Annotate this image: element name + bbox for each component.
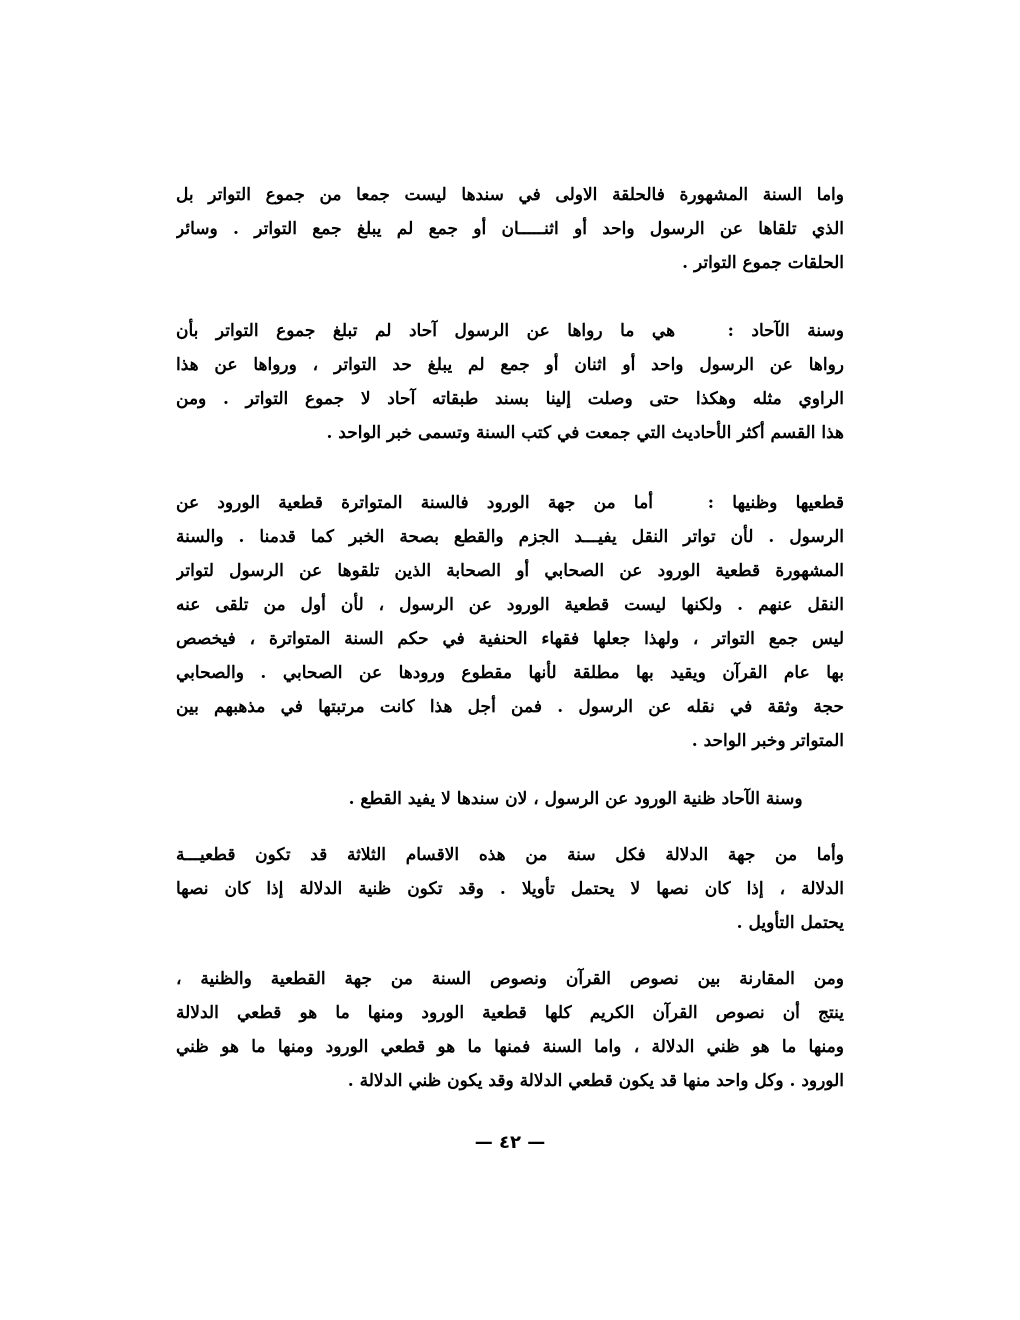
text-line: النقل عنهم . ولكنها ليست قطعية الورود عن الرسول ، لأن أول من تلقى عنه	[176, 595, 844, 615]
text-run: وسنة الآحاد ظنية الورود عن الرسول ، لان سندها لا يفيد القطع .	[348, 789, 803, 809]
text-line: الدلالة ، إذا كان نصها لا يحتمل تأويلا . وقد تكون ظنية الدلالة إذا كان نصها	[176, 879, 844, 899]
text-line: حجة وثقة في نقله عن الرسول . فمن أجل هذا كانت مرتبتها في مذهبهم بين	[176, 697, 844, 717]
text-line: هذا القسم أكثر الأحاديث التي جمعت في كتب السنة وتسمى خبر الواحد .	[326, 423, 844, 443]
text-line: المشهورة قطعية الورود عن الصحابي أو الصحابة الذين تلقوها عن الرسول لتواتر	[176, 561, 844, 581]
text-line: يحتمل التأويل .	[736, 913, 844, 933]
text-line: ومن المقارنة بين نصوص القرآن ونصوص السنة من جهة القطعية والظنية ،	[176, 969, 844, 989]
text-line	[176, 782, 844, 816]
text-line: ومنها ما هو ظني الدلالة ، واما السنة فمنها ما هو قطعي الورود ومنها ما هو ظني	[176, 1037, 844, 1057]
paragraph-qatiyha	[176, 486, 844, 758]
text-line: وأما من جهة الدلالة فكل سنة من هذه الاقسام الثلاثة قد تكون قطعيـــة	[176, 845, 844, 865]
text-line	[176, 314, 844, 348]
text-line: بها عام القرآن ويقيد بها مطلقة لأنها مقطوع ورودها عن الصحابي . والصحابي	[176, 663, 844, 683]
text-line: ليس جمع التواتر ، ولهذا جعلها فقهاء الحنفية في حكم السنة المتواترة ، فيخصص	[176, 629, 844, 649]
text-line: الذي تلقاها عن الرسول واحد أو اثنـــــان أو جمع لم يبلغ جمع التواتر . وسائر	[176, 219, 844, 239]
section-heading: وسنة الآحاد :	[727, 321, 844, 341]
section-heading: قطعيها وظنيها :	[707, 493, 844, 513]
paragraph-ahad-zanni	[176, 782, 844, 816]
text-line: رواها عن الرسول واحد أو اثنان أو جمع لم يبلغ حد التواتر ، ورواها عن هذا	[176, 355, 844, 375]
text-line: الورود . وكل واحد منها قد يكون قطعي الدلالة وقد يكون ظني الدلالة .	[347, 1071, 844, 1091]
paragraph-ahad	[176, 314, 844, 450]
text-line: المتواتر وخبر الواحد .	[691, 731, 844, 751]
text-line: واما السنة المشهورة فالحلقة الاولى في سندها ليست جمعا من جموع التواتر بل	[176, 185, 844, 205]
text-line: ينتج أن نصوص القرآن الكريم كلها قطعية الورود ومنها ما هو قطعي الدلالة	[176, 1003, 844, 1023]
text-line	[176, 486, 844, 520]
text-line: الحلقات جموع التواتر .	[682, 253, 844, 273]
text-run: أما من جهة الورود فالسنة المتواترة قطعية الورود عن	[176, 493, 653, 513]
paragraph-muqarana	[176, 962, 844, 1098]
text-line: الراوي مثله وهكذا حتى وصلت إلينا بسند طبقاته آحاد لا جموع التواتر . ومن	[176, 389, 844, 409]
page-number: — ٤٢ —	[474, 1132, 546, 1153]
text-run: هي ما رواها عن الرسول آحاد لم تبلغ جموع التواتر بأن	[176, 321, 676, 341]
paragraph-mashhur	[176, 178, 844, 280]
text-line: الرسول . لأن تواتر النقل يفيـــد الجزم والقطع بصحة الخبر كما قدمنا . والسنة	[176, 527, 844, 547]
paragraph-dalala	[176, 838, 844, 940]
